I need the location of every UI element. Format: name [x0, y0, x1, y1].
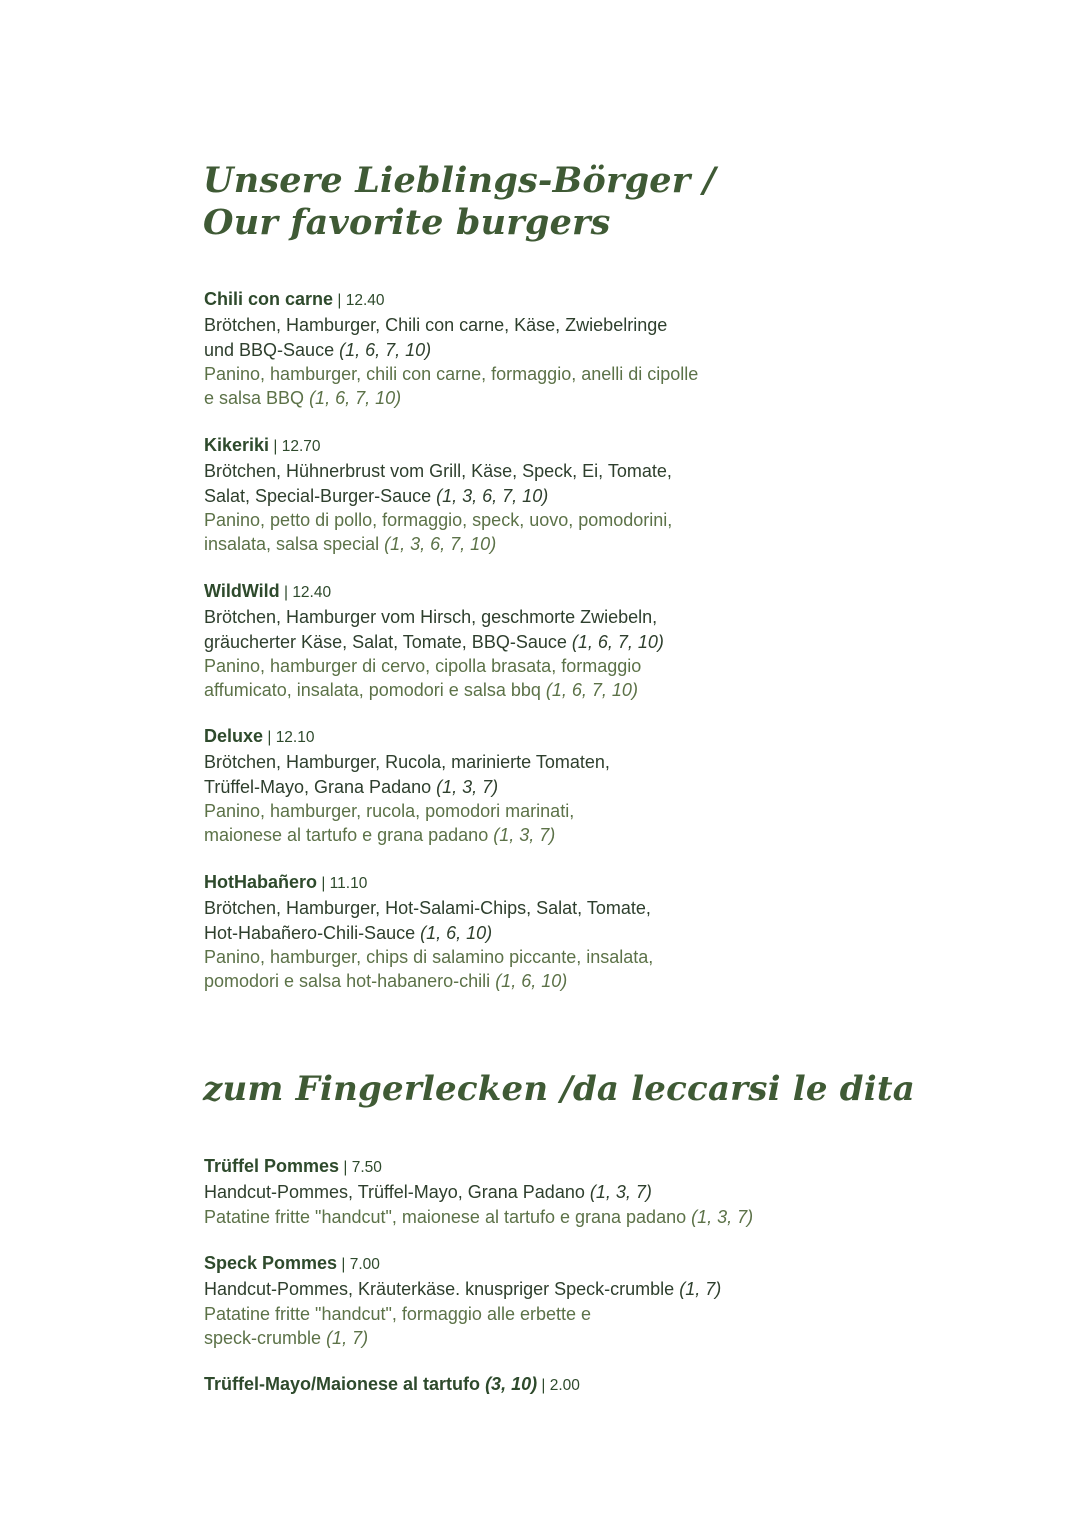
- allergen-codes: (1, 7): [679, 1279, 722, 1300]
- item-description-de: Hot-Habañero-Chili-Sauce (1, 6, 10): [204, 922, 493, 943]
- item-description-de: Brötchen, Hamburger vom Hirsch, geschmorte Zwiebeln,: [204, 607, 658, 628]
- item-description-it: Panino, hamburger, rucola, pomodori marinati,: [204, 800, 575, 821]
- menu-item-speck-pommes: [204, 1251, 844, 1350]
- item-description-it: speck-crumble (1, 7): [204, 1327, 369, 1348]
- menu-item-kikeriki: [204, 433, 844, 556]
- item-name: Deluxe: [204, 726, 264, 746]
- item-title: Kikeriki | 12.70: [204, 435, 321, 455]
- allergen-codes: (1, 3, 7): [493, 825, 556, 846]
- item-title: WildWild | 12.40: [204, 581, 332, 601]
- item-description-it: affumicato, insalata, pomodori e salsa bbq (1, 6, 7, 10): [204, 680, 638, 701]
- item-name: WildWild: [204, 581, 280, 601]
- item-description-it: e salsa BBQ (1, 6, 7, 10): [204, 388, 402, 409]
- item-price: 2.00: [549, 1377, 580, 1394]
- menu-item-trueffel-mayo: [204, 1372, 844, 1398]
- allergen-codes: (1, 6, 10): [495, 971, 568, 992]
- item-description-it: Patatine fritte "handcut", maionese al tartufo e grana padano (1, 3, 7): [204, 1206, 754, 1227]
- item-description-it: pomodori e salsa hot-habanero-chili (1, 6, 10): [204, 971, 568, 992]
- item-price: 7.50: [351, 1159, 382, 1176]
- allergen-codes: (1, 6, 10): [420, 922, 493, 943]
- item-description-it: Panino, hamburger, chili con carne, formaggio, anelli di cipolle: [204, 363, 699, 384]
- menu-item-deluxe: [204, 724, 844, 847]
- item-description-de: Brötchen, Hamburger, Rucola, marinierte Tomaten,: [204, 752, 610, 773]
- item-title: Trüffel Pommes | 7.50: [204, 1156, 382, 1176]
- allergen-codes: (1, 6, 7, 10): [309, 388, 402, 409]
- item-description-it: Panino, petto di pollo, formaggio, speck, uovo, pomodorini,: [204, 509, 673, 530]
- menu-item-hothabanero: [204, 870, 844, 993]
- allergen-codes: (1, 3, 7): [691, 1206, 754, 1227]
- item-name: Speck Pommes: [204, 1253, 338, 1273]
- item-description-it: maionese al tartufo e grana padano (1, 3, 7): [204, 825, 556, 846]
- burgers-section-heading: [203, 160, 716, 244]
- item-description-de: Trüffel-Mayo, Grana Padano (1, 3, 7): [204, 776, 499, 797]
- sides-section-heading: zum Fingerlecken /da leccarsi le dita: [203, 1069, 915, 1109]
- item-price: 12.70: [281, 438, 321, 455]
- menu-item-chili-con-carne: [204, 287, 844, 410]
- allergen-codes: (1, 3, 7): [589, 1182, 652, 1203]
- burgers-heading-line2: Our favorite burgers: [203, 202, 611, 243]
- allergen-codes: (1, 3, 6, 7, 10): [436, 485, 549, 506]
- item-description-it: Panino, hamburger, chips di salamino piccante, insalata,: [204, 946, 654, 967]
- burgers-heading-line1: Unsere Lieblings-Börger /: [203, 160, 716, 201]
- item-description-de: und BBQ-Sauce (1, 6, 7, 10): [204, 339, 432, 360]
- item-price: 7.00: [349, 1256, 380, 1273]
- item-title: HotHabañero | 11.10: [204, 872, 368, 892]
- item-description-it: Panino, hamburger di cervo, cipolla brasata, formaggio: [204, 655, 642, 676]
- menu-item-wildwild: [204, 579, 844, 702]
- item-title: Deluxe | 12.10: [204, 726, 315, 746]
- item-description-de: Handcut-Pommes, Trüffel-Mayo, Grana Padano (1, 3, 7): [204, 1182, 652, 1203]
- allergen-codes: (3, 10): [485, 1374, 538, 1394]
- item-name: Trüffel-Mayo/Maionese al tartufo: [204, 1374, 481, 1394]
- item-name: Trüffel Pommes: [204, 1156, 340, 1176]
- allergen-codes: (1, 7): [326, 1327, 369, 1348]
- item-title: Chili con carne | 12.40: [204, 289, 385, 309]
- item-description-de: gräucherter Käse, Salat, Tomate, BBQ-Sauce (1, 6, 7, 10): [204, 631, 664, 652]
- menu-item-trueffel-pommes: [204, 1154, 844, 1229]
- allergen-codes: (1, 6, 7, 10): [545, 680, 638, 701]
- allergen-codes: (1, 3, 7): [436, 776, 499, 797]
- item-price: 12.40: [292, 584, 332, 601]
- item-description-de: Handcut-Pommes, Kräuterkäse. knuspriger Speck-crumble (1, 7): [204, 1279, 722, 1300]
- item-description-it: Patatine fritte "handcut", formaggio alle erbette e: [204, 1303, 592, 1324]
- item-title: Speck Pommes | 7.00: [204, 1253, 380, 1273]
- item-description-de: Brötchen, Hühnerbrust vom Grill, Käse, Speck, Ei, Tomate,: [204, 461, 672, 482]
- item-name: Chili con carne: [204, 289, 334, 309]
- allergen-codes: (1, 6, 7, 10): [571, 631, 664, 652]
- allergen-codes: (1, 6, 7, 10): [339, 339, 432, 360]
- item-description-it: insalata, salsa special (1, 3, 6, 7, 10): [204, 534, 497, 555]
- allergen-codes: (1, 3, 6, 7, 10): [384, 534, 497, 555]
- item-price: 11.10: [329, 875, 368, 892]
- item-name: HotHabañero: [204, 872, 318, 892]
- item-description-de: Salat, Special-Burger-Sauce (1, 3, 6, 7, 10): [204, 485, 549, 506]
- item-title: Trüffel-Mayo/Maionese al tartufo (3, 10) | 2.00: [204, 1374, 580, 1394]
- item-description-de: Brötchen, Hamburger, Hot-Salami-Chips, Salat, Tomate,: [204, 898, 651, 919]
- item-price: 12.40: [345, 292, 385, 309]
- item-name: Kikeriki: [204, 435, 270, 455]
- item-description-de: Brötchen, Hamburger, Chili con carne, Käse, Zwiebelringe: [204, 315, 668, 336]
- item-price: 12.10: [275, 729, 315, 746]
